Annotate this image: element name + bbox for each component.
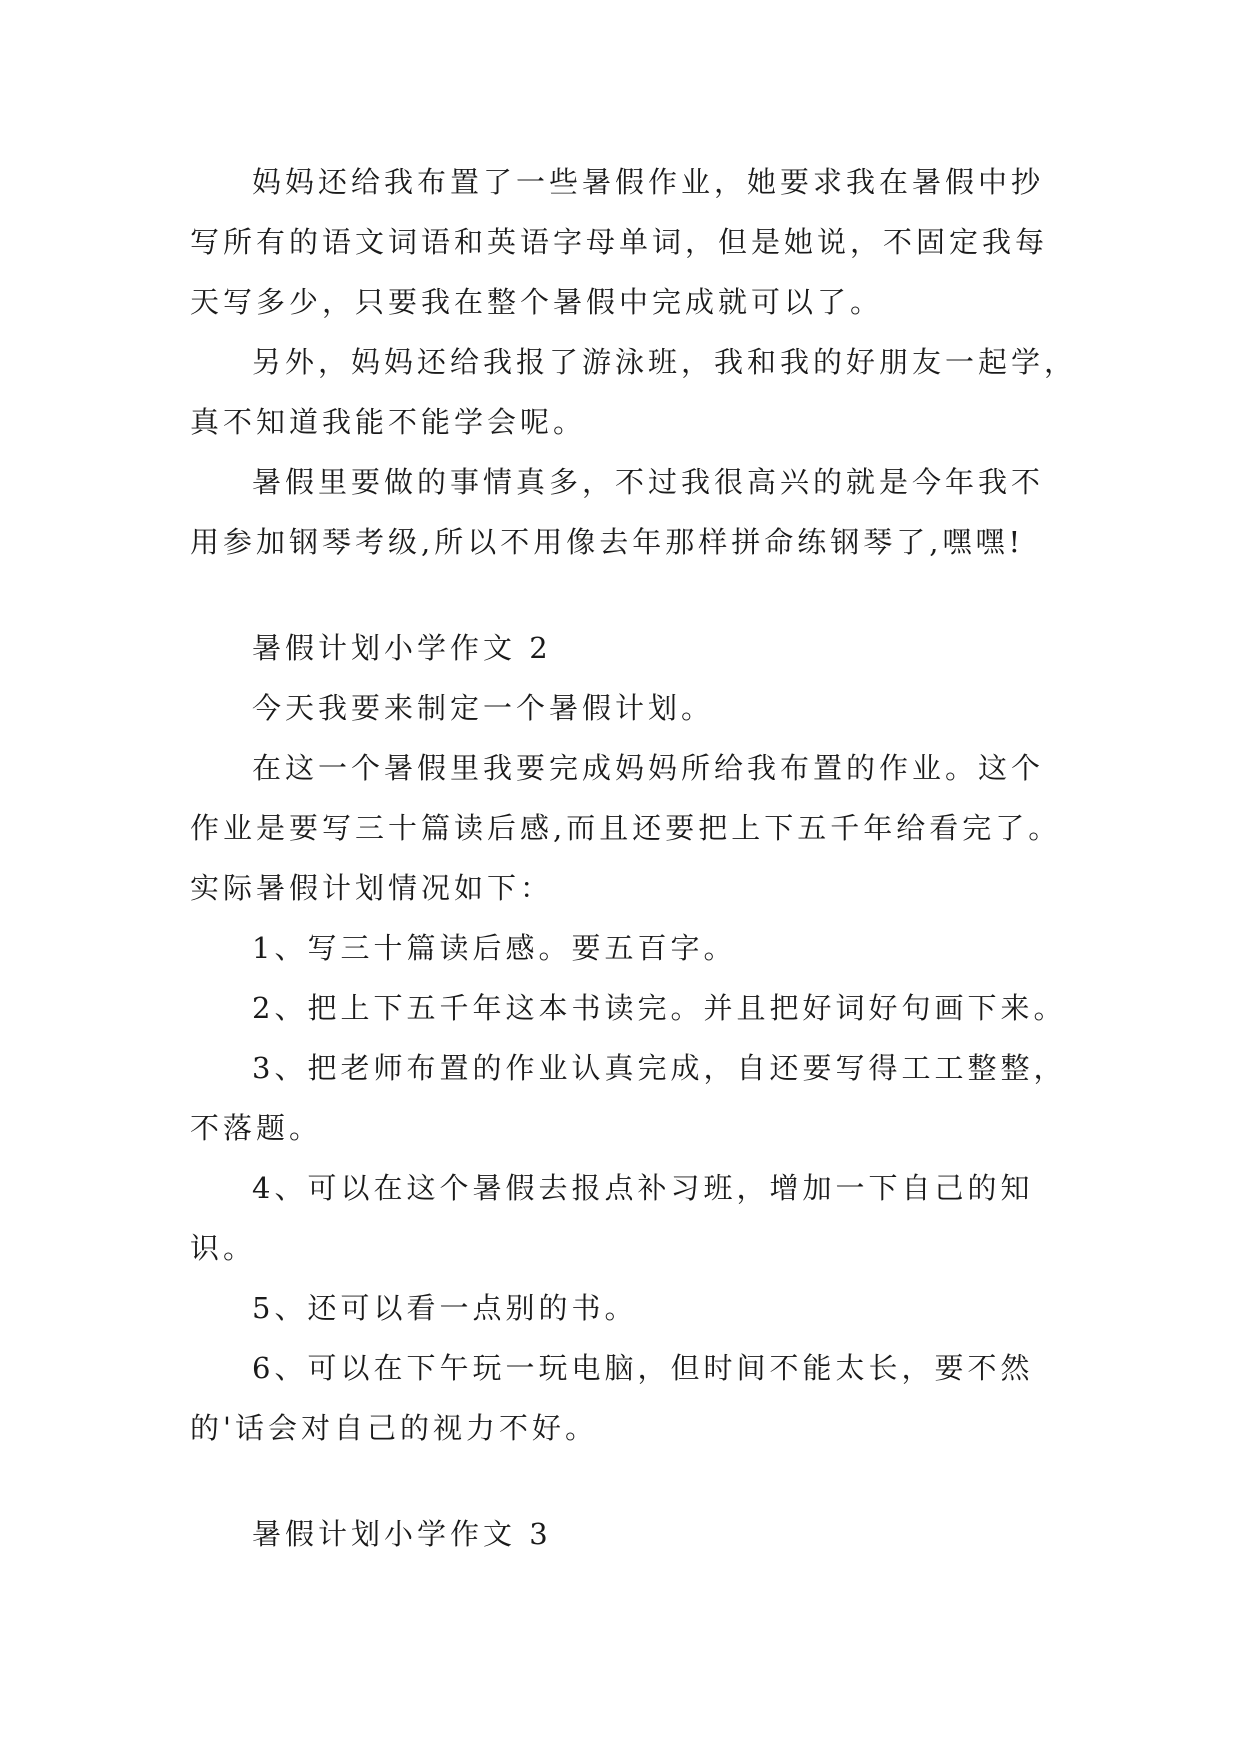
list-item-continuation: 的'话会对自己的视力不好。 xyxy=(190,1411,598,1445)
list-item: 6、可以在下午玩一玩电脑，但时间不能太长，要不然 xyxy=(252,1351,1034,1385)
section-heading: 暑假计划小学作文 3 xyxy=(252,1517,552,1551)
paragraph-line: 实际暑假计划情况如下： xyxy=(190,871,554,905)
paragraph-line: 今天我要来制定一个暑假计划。 xyxy=(252,691,715,725)
list-item-continuation: 识。 xyxy=(190,1231,257,1265)
list-item-continuation: 不落题。 xyxy=(190,1111,323,1145)
list-item: 2、把上下五千年这本书读完。并且把好词好句画下来。 xyxy=(252,991,1067,1025)
paragraph-line: 在这一个暑假里我要完成妈妈所给我布置的作业。这个 xyxy=(252,751,1045,785)
paragraph-line: 作业是要写三十篇读后感,而且还要把上下五千年给看完了。 xyxy=(190,811,1062,845)
paragraph-line: 天写多少，只要我在整个暑假中完成就可以了。 xyxy=(190,285,884,319)
paragraph-line: 妈妈还给我布置了一些暑假作业，她要求我在暑假中抄 xyxy=(252,165,1045,199)
paragraph-line: 写所有的语文词语和英语字母单词，但是她说，不固定我每 xyxy=(190,225,1049,259)
list-item: 5、还可以看一点别的书。 xyxy=(252,1291,638,1325)
list-item: 1、写三十篇读后感。要五百字。 xyxy=(252,931,737,965)
list-item: 3、把老师布置的作业认真完成，自还要写得工工整整， xyxy=(252,1051,1067,1085)
list-item: 4、可以在这个暑假去报点补习班，增加一下自己的知 xyxy=(252,1171,1034,1205)
paragraph-line: 暑假里要做的事情真多，不过我很高兴的就是今年我不 xyxy=(252,465,1045,499)
paragraph-line: 真不知道我能不能学会呢。 xyxy=(190,405,587,439)
paragraph-line: 另外，妈妈还给我报了游泳班，我和我的好朋友一起学， xyxy=(252,345,1078,379)
paragraph-line: 用参加钢琴考级,所以不用像去年那样拼命练钢琴了,嘿嘿! xyxy=(190,525,1025,559)
section-heading: 暑假计划小学作文 2 xyxy=(252,631,552,665)
